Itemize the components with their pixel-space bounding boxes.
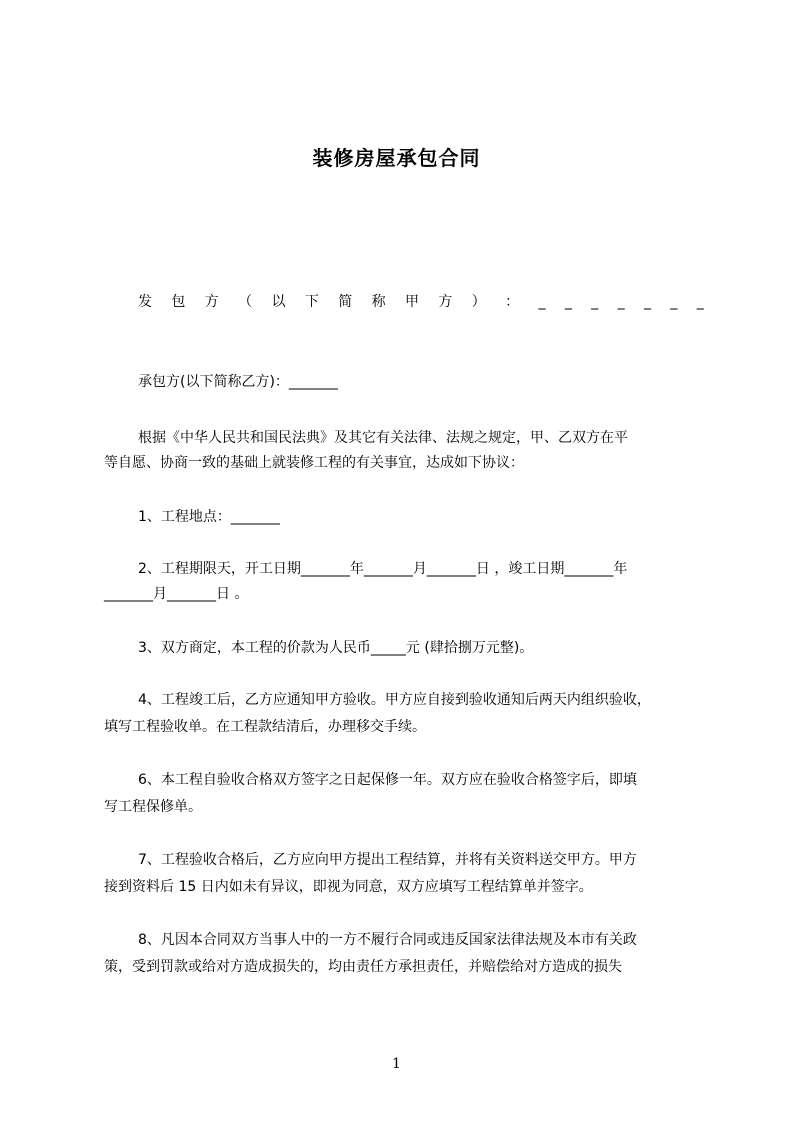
clause-4-line-2: 填写工程验收单。在工程款结清后，办理移交手续。 <box>104 719 426 735</box>
party-a-char: _ <box>591 294 599 310</box>
clause-8-line-2: 策，受到罚款或给对方造成损失的，均由责任方承担责任，并赔偿给对方造成的损失 <box>104 959 622 975</box>
party-a-char: _ <box>670 294 678 310</box>
party-a-char: 称 <box>371 294 386 310</box>
clause-8-line-1: 8、凡因本合同双方当事人中的一方不履行合同或违反国家法律法规及本市有关政 <box>138 932 637 948</box>
party-a-line <box>138 292 704 312</box>
party-a-char: _ <box>617 294 625 310</box>
page-number: 1 <box>392 1056 401 1072</box>
party-a-char: _ <box>538 294 546 310</box>
clause-1: 1、工程地点：_______ <box>138 509 280 525</box>
clause-7-line-2: 接到资料后 15 日内如未有异议，即视为同意，双方应填写工程结算单并签字。 <box>104 879 593 895</box>
clause-3: 3、双方商定，本工程的价款为人民币_____元 (肆拾捌万元整)。 <box>138 640 534 656</box>
party-a-char: _ <box>696 294 704 310</box>
clause-6-line-2: 写工程保修单。 <box>104 799 202 815</box>
party-a-char: 发 <box>138 294 152 310</box>
party-a-char: ： <box>505 294 520 310</box>
clause-4-line-1: 4、工程竣工后，乙方应通知甲方验收。甲方应自接到验收通知后两天内组织验收， <box>138 692 651 708</box>
party-a-char: 以 <box>271 294 286 310</box>
party-a-char: 方 <box>438 294 453 310</box>
intro-line-1: 根据《中华人民共和国民法典》及其它有关法律、法规之规定，甲、乙双方在平 <box>138 430 628 446</box>
party-a-char: _ <box>644 294 651 310</box>
document-title: 装修房屋承包合同 <box>312 146 481 170</box>
intro-line-2: 等自愿、协商一致的基础上就装修工程的有关事宜，达成如下协议： <box>104 455 524 471</box>
party-a-char: 方 <box>204 294 219 310</box>
clause-7-line-1: 7、工程验收合格后，乙方应向甲方提出工程结算，并将有关资料送交甲方。甲方 <box>138 852 637 868</box>
clause-2-line-2: _______月_______日 。 <box>104 586 249 602</box>
party-a-char: （ <box>238 294 253 310</box>
party-a-char: 简 <box>338 294 353 310</box>
party-a-char: 甲 <box>405 294 419 310</box>
party-b-line: 承包方(以下简称乙方)：_______ <box>138 374 338 390</box>
party-a-char: 下 <box>304 294 319 310</box>
party-a-char: ） <box>471 294 486 310</box>
clause-2-line-1: 2、工程期限天，开工日期_______年_______月_______日 ，竣工日期_______年 <box>138 561 628 577</box>
party-a-char: 包 <box>171 294 186 310</box>
party-a-char: _ <box>564 294 572 310</box>
clause-6-line-1: 6、本工程自验收合格双方签字之日起保修一年。双方应在验收合格签字后，即填 <box>138 772 637 788</box>
